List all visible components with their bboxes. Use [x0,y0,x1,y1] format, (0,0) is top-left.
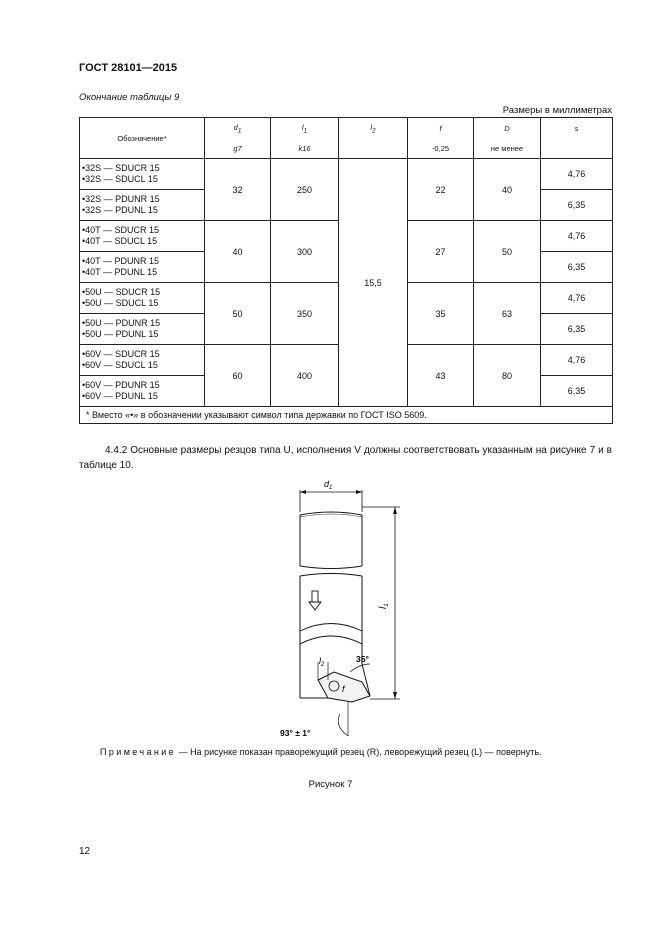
standard-header: ГОСТ 28101—2015 [79,62,178,74]
d1-cell: 32 [205,159,271,221]
dim-f-label: f [342,684,345,694]
designation-cell [80,283,205,314]
s-cell: 6,35 [541,252,613,283]
f-cell: 43 [408,345,474,407]
designation-cell [80,376,205,407]
d1-cell: 40 [205,221,271,283]
figure-note [100,747,620,757]
column-subheader-5: не менее [474,139,541,159]
column-subheader-4: -0,25 [408,139,474,159]
designation-cell [80,159,205,190]
note-text: — На рисунке показан праворежущий резец (R), леворежущий резец (L) — повернуть. [176,747,542,757]
designation-line: •60V — PDUNR 15 [82,380,160,390]
column-symbol: s [574,123,579,133]
column-subheader-1: g7 [205,139,271,159]
s-cell: 6,35 [541,314,613,345]
D-cell: 63 [474,283,541,345]
page-number: 12 [79,846,91,857]
l1-cell: 250 [271,159,339,221]
figure-caption: Рисунок 7 [308,779,353,790]
column-symbol-index: 1 [303,127,308,134]
f-cell: 27 [408,221,474,283]
dim-l2-label: $l_2$ [319,656,325,668]
designation-line: •50U — PDUNL 15 [82,329,159,339]
designation-line: •60V — SDUCR 15 [82,349,160,359]
designation-cell [80,314,205,345]
d1-cell: 60 [205,345,271,407]
f-cell: 35 [408,283,474,345]
s-cell: 4,76 [541,159,613,190]
D-cell: 80 [474,345,541,407]
l1-cell: 300 [271,221,339,283]
s-cell: 4,76 [541,345,613,376]
d1-cell: 50 [205,283,271,345]
column-symbol: l [370,122,373,132]
designation-line: •40T — SDUCR 15 [82,225,160,235]
column-header-5 [474,118,541,139]
dimensions-table [79,117,613,424]
dim-d1-label: $d_1$ [324,479,333,491]
table-units: Размеры в миллиметрах [502,105,612,116]
l2-cell: 15,5 [339,159,408,407]
designation-line: •50U — SDUCR 15 [82,287,161,297]
designation-line: •40T — SDUCL 15 [82,236,158,246]
designation-cell [80,221,205,252]
column-header-designation: Обозначение* [80,118,205,159]
designation-cell [80,252,205,283]
designation-line: •32S — SDUCL 15 [82,174,158,184]
designation-line: •40T — PDUNL 15 [82,267,158,277]
s-cell: 4,76 [541,221,613,252]
dim-l1-label: $l_1$ [378,603,390,609]
column-subheader-2: k16 [271,139,339,159]
column-symbol: D [504,123,510,133]
designation-cell [80,190,205,221]
designation-line: •50U — PDUNR 15 [82,318,161,328]
column-subheader-6 [541,139,613,159]
paragraph-4-4-2: 4.4.2 Основные размеры резцов типа U, исполнения V должны соответствовать указанным на рисунке 7 и в таблице 10. [79,445,612,471]
designation-line: •32S — PDUNL 15 [82,205,158,215]
column-symbol: d [233,122,238,132]
l1-cell: 350 [271,283,339,345]
column-symbol-index: 2 [372,127,376,134]
column-symbol: f [439,123,442,133]
designation-line: •32S — SDUCR 15 [82,163,160,173]
designation-line: •60V — PDUNL 15 [82,391,158,401]
column-subheader-3 [339,139,408,159]
s-cell: 6,35 [541,190,613,221]
column-header-2 [271,118,339,139]
column-header-6 [541,118,613,139]
D-cell: 50 [474,221,541,283]
designation-line: •60V — SDUCL 15 [82,360,158,370]
D-cell: 40 [474,159,541,221]
s-cell: 6,35 [541,376,613,407]
angle-93-label: 93° ± 1° [280,728,311,738]
column-header-3 [339,118,408,139]
column-header-1 [205,118,271,139]
column-symbol: l [301,122,304,132]
cutter-drawing [270,474,430,744]
note-label: Примечание [100,747,177,757]
figure-7 [270,474,430,744]
l1-cell: 400 [271,345,339,407]
designation-line: •40T — PDUNR 15 [82,256,160,266]
table-footnote: * Вместо «•» в обозначении указывают символ типа державки по ГОСТ ISO 5609. [80,407,613,424]
f-cell: 22 [408,159,474,221]
designation-cell [80,345,205,376]
s-cell: 4,76 [541,283,613,314]
designation-line: •50U — SDUCL 15 [82,298,159,308]
table-caption: Окончание таблицы 9 [79,92,180,103]
column-symbol-index: 1 [237,127,242,134]
table-row [80,159,613,190]
angle-35-label: 35° [356,654,369,664]
designation-line: •32S — PDUNR 15 [82,194,160,204]
column-header-4 [408,118,474,139]
